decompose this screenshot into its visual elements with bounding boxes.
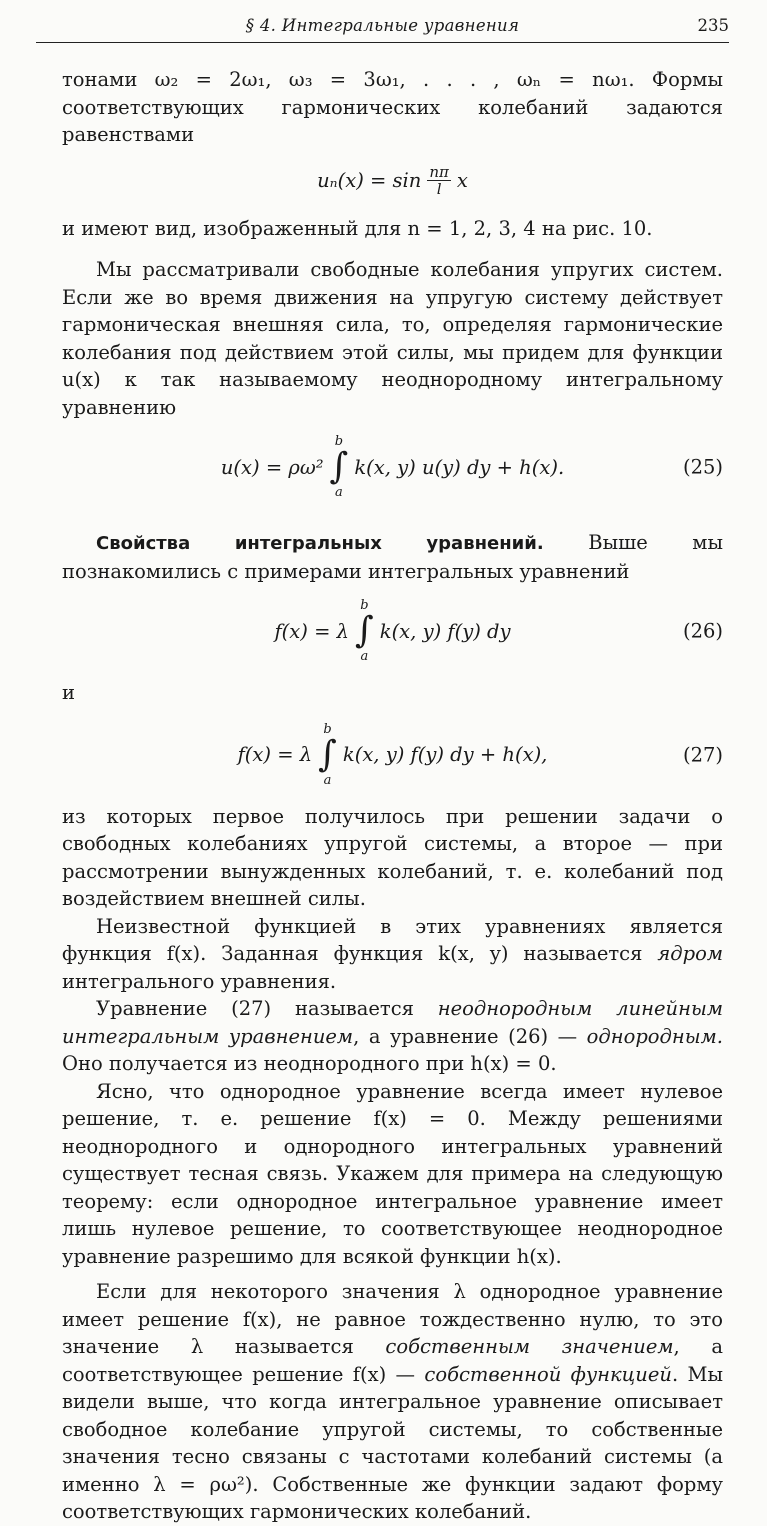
integral-sign: b ∫ a (329, 434, 349, 500)
emphasized-term: однородным. (586, 1024, 723, 1048)
equation-lhs: uₙ(x) = sin (317, 169, 422, 192)
body-text (62, 66, 723, 1526)
fraction-denominator: l (436, 180, 442, 198)
paragraph (62, 913, 723, 996)
integral-lower-limit: a (335, 485, 343, 500)
equation-rhs: x (456, 169, 468, 192)
paragraph: Ясно, что однородное уравнение всегда имеет нулевое решение, т. е. решение f(x) = 0. Между решениями неоднородного и однородного интегральных уравнений существует тесная связь. Укажем для примера на следующую теорему: если однородное интегральное уравнение имеет лишь нулевое решение, то соответствующее неоднородное уравнение разрешимо для всякой функции h(x). (62, 1079, 723, 1268)
paragraph (62, 1278, 723, 1526)
equation-lhs: f(x) = λ (274, 619, 349, 643)
paragraph: тонами ω₂ = 2ω₁, ω₃ = 3ω₁, . . . , ωₙ = nω₁. Формы соответствующих гармонических колебаний задаются равенствами (62, 68, 723, 146)
equation-rhs: k(x, y) u(y) dy + h(x). (354, 455, 565, 479)
paragraph-text: Уравнение (27) называется (96, 997, 438, 1020)
paragraph: из которых первое получилось при решении задачи о свободных колебаниях упругой системы, а второе — при рассмотрении вынужденных колебаний, т. е. колебаний под воздействием внешней силы. (62, 804, 723, 910)
conjunction: и (62, 681, 75, 704)
page-number: 235 (697, 16, 729, 35)
section-heading: Свойства интегральных уравнений. (96, 533, 544, 554)
paragraph: Мы рассматривали свободные колебания упругих систем. Если же во время движения на упругую систему действует гармоническая внешняя сила, то, определяя гармонические колебания под действием этой силы, мы придем для функции u(x) к так называемому неоднородному интегральному уравнению (62, 258, 723, 419)
paragraph: и имеют вид, изображенный для n = 1, 2, 3, 4 на рис. 10. (62, 216, 653, 240)
paragraph-text: Если для некоторого значения λ однородное уравнение имеет решение f(x), не равное тождественно нулю, то это значение λ называется (62, 1280, 723, 1358)
paragraph-text: , а уравнение (26) — (353, 1024, 587, 1048)
emphasized-term: неоднородным линейным интегральным уравнением (62, 997, 723, 1048)
equation-27 (62, 713, 723, 797)
integral-upper-limit: b (323, 721, 332, 737)
equation-26 (62, 589, 723, 673)
paragraph-text: интегрального уравнения. (62, 969, 337, 993)
paragraph (62, 995, 723, 1078)
paragraph-text: Оно получается из неоднородного при h(x) = 0. (62, 1052, 557, 1075)
equation-number: (25) (682, 455, 723, 479)
fraction-numerator: nπ (429, 163, 449, 181)
equation-un (62, 153, 723, 209)
paragraph (62, 529, 723, 585)
equation-number: (26) (682, 619, 723, 643)
integral-upper-limit: b (334, 434, 344, 449)
paragraph-text: Неизвестной функцией в этих уравнениях является функция f(x). Заданная функция k(x, y) называется (62, 914, 723, 965)
integral-sign: b ∫ a (318, 721, 337, 788)
emphasized-term: собственным значением (385, 1335, 674, 1358)
emphasized-term: ядром (657, 942, 723, 965)
paragraph-text: . Мы видели выше, что когда интегральное уравнение описывает свободное колебание упругой системы, то собственные значения тесно связаны с частотами колебаний системы (а именно λ = ρω²). Собственные же функции задают форму соответствующих гармонических колебаний. (62, 1362, 723, 1523)
integral-lower-limit: a (323, 772, 332, 788)
paragraph-text: Выше мы познакомились с примерами интегральных уравнений (62, 531, 723, 583)
equation-lhs: u(x) = ρω² (220, 455, 324, 479)
fraction (427, 164, 451, 197)
equation-rhs: k(x, y) f(y) dy (379, 619, 511, 643)
running-header (36, 14, 729, 43)
paragraph-text: , а соответствующее решение f(x) — (62, 1335, 723, 1386)
integral-lower-limit: a (360, 649, 369, 664)
equation-lhs: f(x) = λ (237, 743, 313, 766)
integral-sign: b ∫ a (354, 598, 374, 664)
equation-25 (62, 425, 723, 509)
integral-upper-limit: b (360, 598, 369, 613)
equation-number: (27) (682, 743, 723, 766)
emphasized-term: собственной функцией (424, 1362, 672, 1386)
equation-rhs: k(x, y) f(y) dy + h(x), (342, 743, 548, 766)
section-title: § 4. Интегральные уравнения (245, 16, 520, 35)
